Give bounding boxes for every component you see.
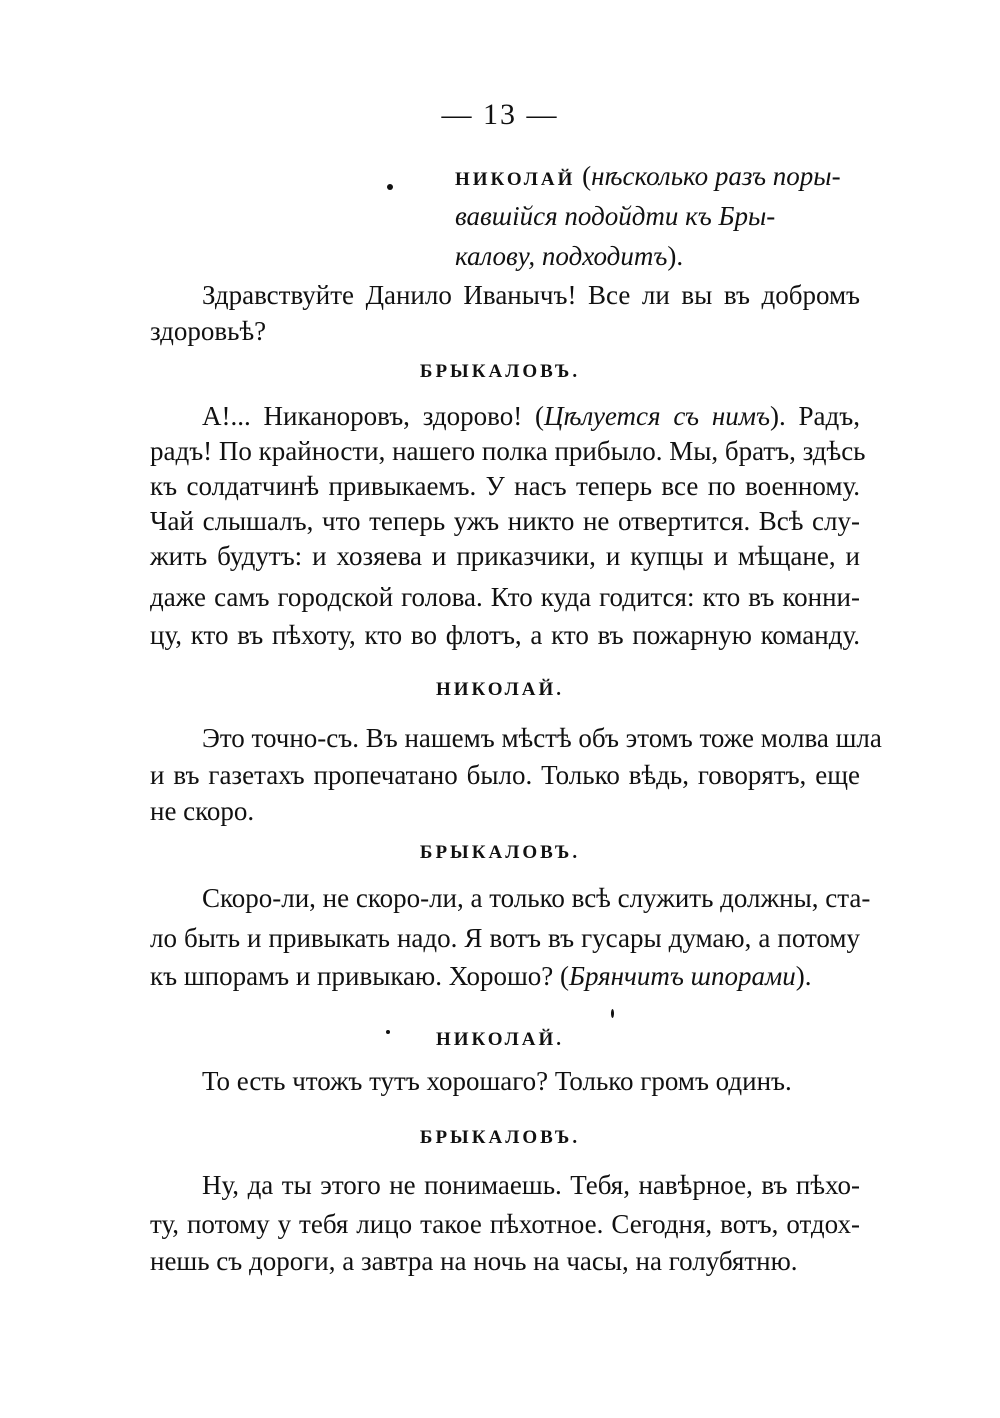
speech-line: радъ! По крайности, нашего полка прибыло. Мы, братъ, здѣсь bbox=[150, 436, 866, 466]
speech-line: даже самъ городской голова. Кто куда годится: кто въ конни- bbox=[150, 582, 860, 612]
speech-line: Ну, да ты этого не понимаешь. Тебя, навѣрное, въ пѣхо- bbox=[202, 1170, 860, 1200]
stage-direction-line-3: калову, подходитъ). bbox=[455, 241, 684, 271]
speaker-name: НИКОЛАЙ bbox=[455, 169, 576, 190]
speech-line: Чай слышалъ, что теперь ужъ никто не отвертится. Всѣ слу- bbox=[150, 506, 860, 536]
speech-line: и въ газетахъ пропечатано было. Только вѣдь, говорятъ, еще bbox=[150, 760, 860, 790]
stage-direction-line-1: НИКОЛАЙ (нѣсколько разъ поры- bbox=[455, 161, 841, 191]
speaker-heading: БРЫКАЛОВЪ. bbox=[419, 1127, 581, 1148]
speech-line: къ солдатчинѣ привыкаемъ. У насъ теперь все по военному. bbox=[150, 471, 860, 501]
speaker-heading: БРЫКАЛОВЪ. bbox=[419, 361, 581, 382]
stage-direction-text: Цѣлуется съ нимъ bbox=[544, 401, 770, 431]
speech-line: нешь съ дороги, а завтра на ночь на часы, на голубятню. bbox=[150, 1246, 798, 1276]
speech-line: не скоро. bbox=[150, 796, 255, 826]
ink-speck bbox=[387, 184, 393, 190]
stage-direction-line-2: вавшійся подойдти къ Бры- bbox=[455, 201, 776, 231]
speech-line: ло быть и привыкать надо. Я вотъ въ гусары думаю, а потому bbox=[150, 923, 860, 953]
stage-direction-text: нѣсколько разъ поры- bbox=[591, 161, 841, 191]
page-number: — 13 — bbox=[441, 98, 559, 131]
stage-direction-text: Брянчитъ шпорами bbox=[569, 961, 796, 991]
speech-line: Скоро-ли, не скоро-ли, а только всѣ служить должны, ста- bbox=[202, 883, 871, 913]
speech-line: ту, потому у тебя лицо такое пѣхотное. Сегодня, вотъ, отдох- bbox=[150, 1209, 860, 1239]
speaker-heading: НИКОЛАЙ. bbox=[435, 1029, 565, 1050]
speech-line: То есть чтожъ тутъ хорошаго? Только громъ одинъ. bbox=[202, 1066, 792, 1096]
speaker-heading: БРЫКАЛОВЪ. bbox=[419, 842, 581, 863]
speech-line: цу, кто въ пѣхоту, кто во флотъ, а кто въ пожарную команду. bbox=[150, 620, 860, 650]
speech-line: къ шпорамъ и привыкаю. Хорошо? (Брянчитъ шпорами). bbox=[150, 961, 812, 991]
speech-line: жить будутъ: и хозяева и приказчики, и купцы и мѣщане, и bbox=[150, 541, 860, 571]
speaker-heading: НИКОЛАЙ. bbox=[435, 679, 565, 700]
speech-line: Это точно-съ. Въ нашемъ мѣстѣ объ этомъ тоже молва шла bbox=[202, 723, 882, 753]
speech-line: Здравствуйте Данило Иванычъ! Все ли вы въ добромъ bbox=[202, 280, 860, 310]
ink-speck bbox=[611, 1009, 614, 1018]
speech-line: А!... Никаноровъ, здорово! (Цѣлуется съ нимъ). Радъ, bbox=[202, 401, 860, 431]
speech-line: здоровьѣ? bbox=[150, 316, 267, 346]
